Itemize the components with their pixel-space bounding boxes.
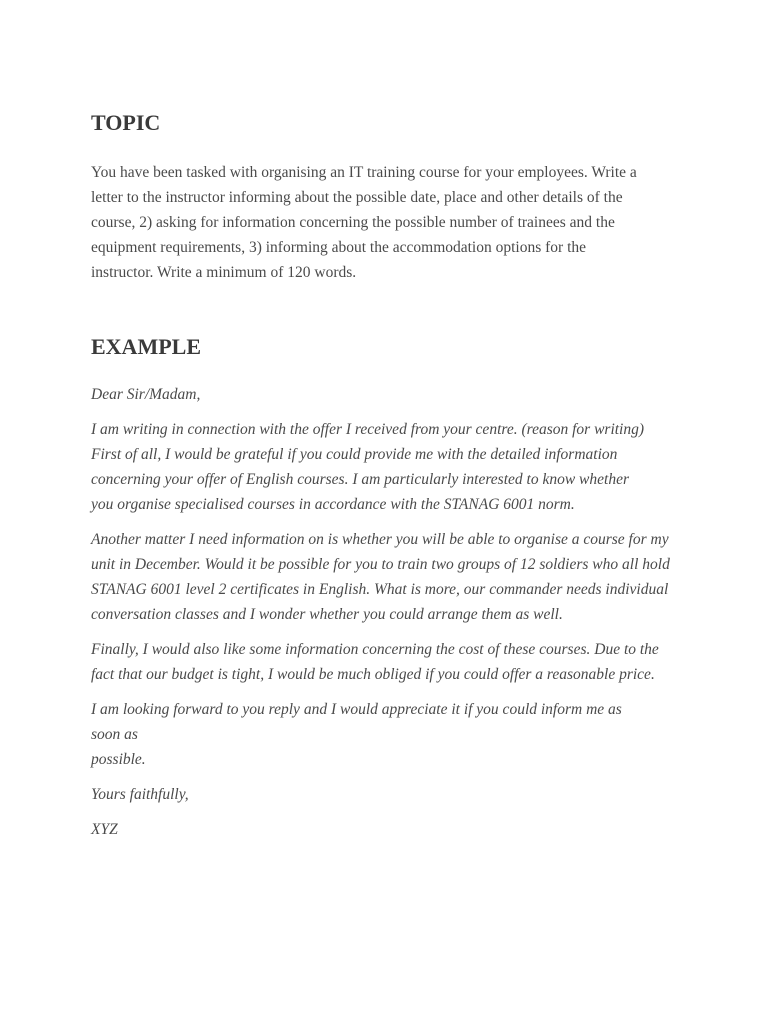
document-page	[91, 108, 681, 842]
letter-paragraph-4	[91, 697, 681, 772]
letter-paragraph-1: I am writing in connection with the offer I received from your centre. (reason for writing) First of all, I would be grateful if you could provide me with the detailed information concerning your offer of English courses. I am particularly interested to know whether you organise specialised courses in accordance with the STANAG 6001 norm.	[91, 421, 645, 513]
letter-signature: XYZ	[91, 821, 118, 838]
letter-salutation: Dear Sir/Madam,	[91, 386, 201, 403]
letter-closing: Yours faithfully,	[91, 786, 189, 803]
topic-heading: TOPIC	[91, 110, 161, 135]
letter-paragraph-3: Finally, I would also like some information concerning the cost of these courses. Due to the fact that our budget is tight, I would be much obliged if you could offer a reasonable price.	[91, 641, 659, 683]
example-letter	[91, 382, 681, 842]
letter-paragraph-2: Another matter I need information on is whether you will be able to organise a course for my unit in December. Would it be possible for you to train two groups of 12 soldiers who all hold STANAG 6001 level 2 certificates in English. What is more, our commander needs individual conversation classes and I wonder whether you could arrange them as well.	[91, 531, 670, 623]
letter-paragraph-4-line-1: I am looking forward to you reply and I would appreciate it if you could inform me as	[91, 701, 622, 718]
example-heading: EXAMPLE	[91, 334, 201, 359]
letter-paragraph-4-line-3: possible.	[91, 751, 146, 768]
topic-body: You have been tasked with organising an IT training course for your employees. Write a letter to the instructor informing about the possible date, place and other details of the course, 2) asking for information concerning the possible number of trainees and the equipment requirements, 3) informing about the accommodation options for the instructor. Write a minimum of 120 words.	[91, 164, 637, 281]
letter-paragraph-4-line-2: soon as	[91, 726, 138, 743]
